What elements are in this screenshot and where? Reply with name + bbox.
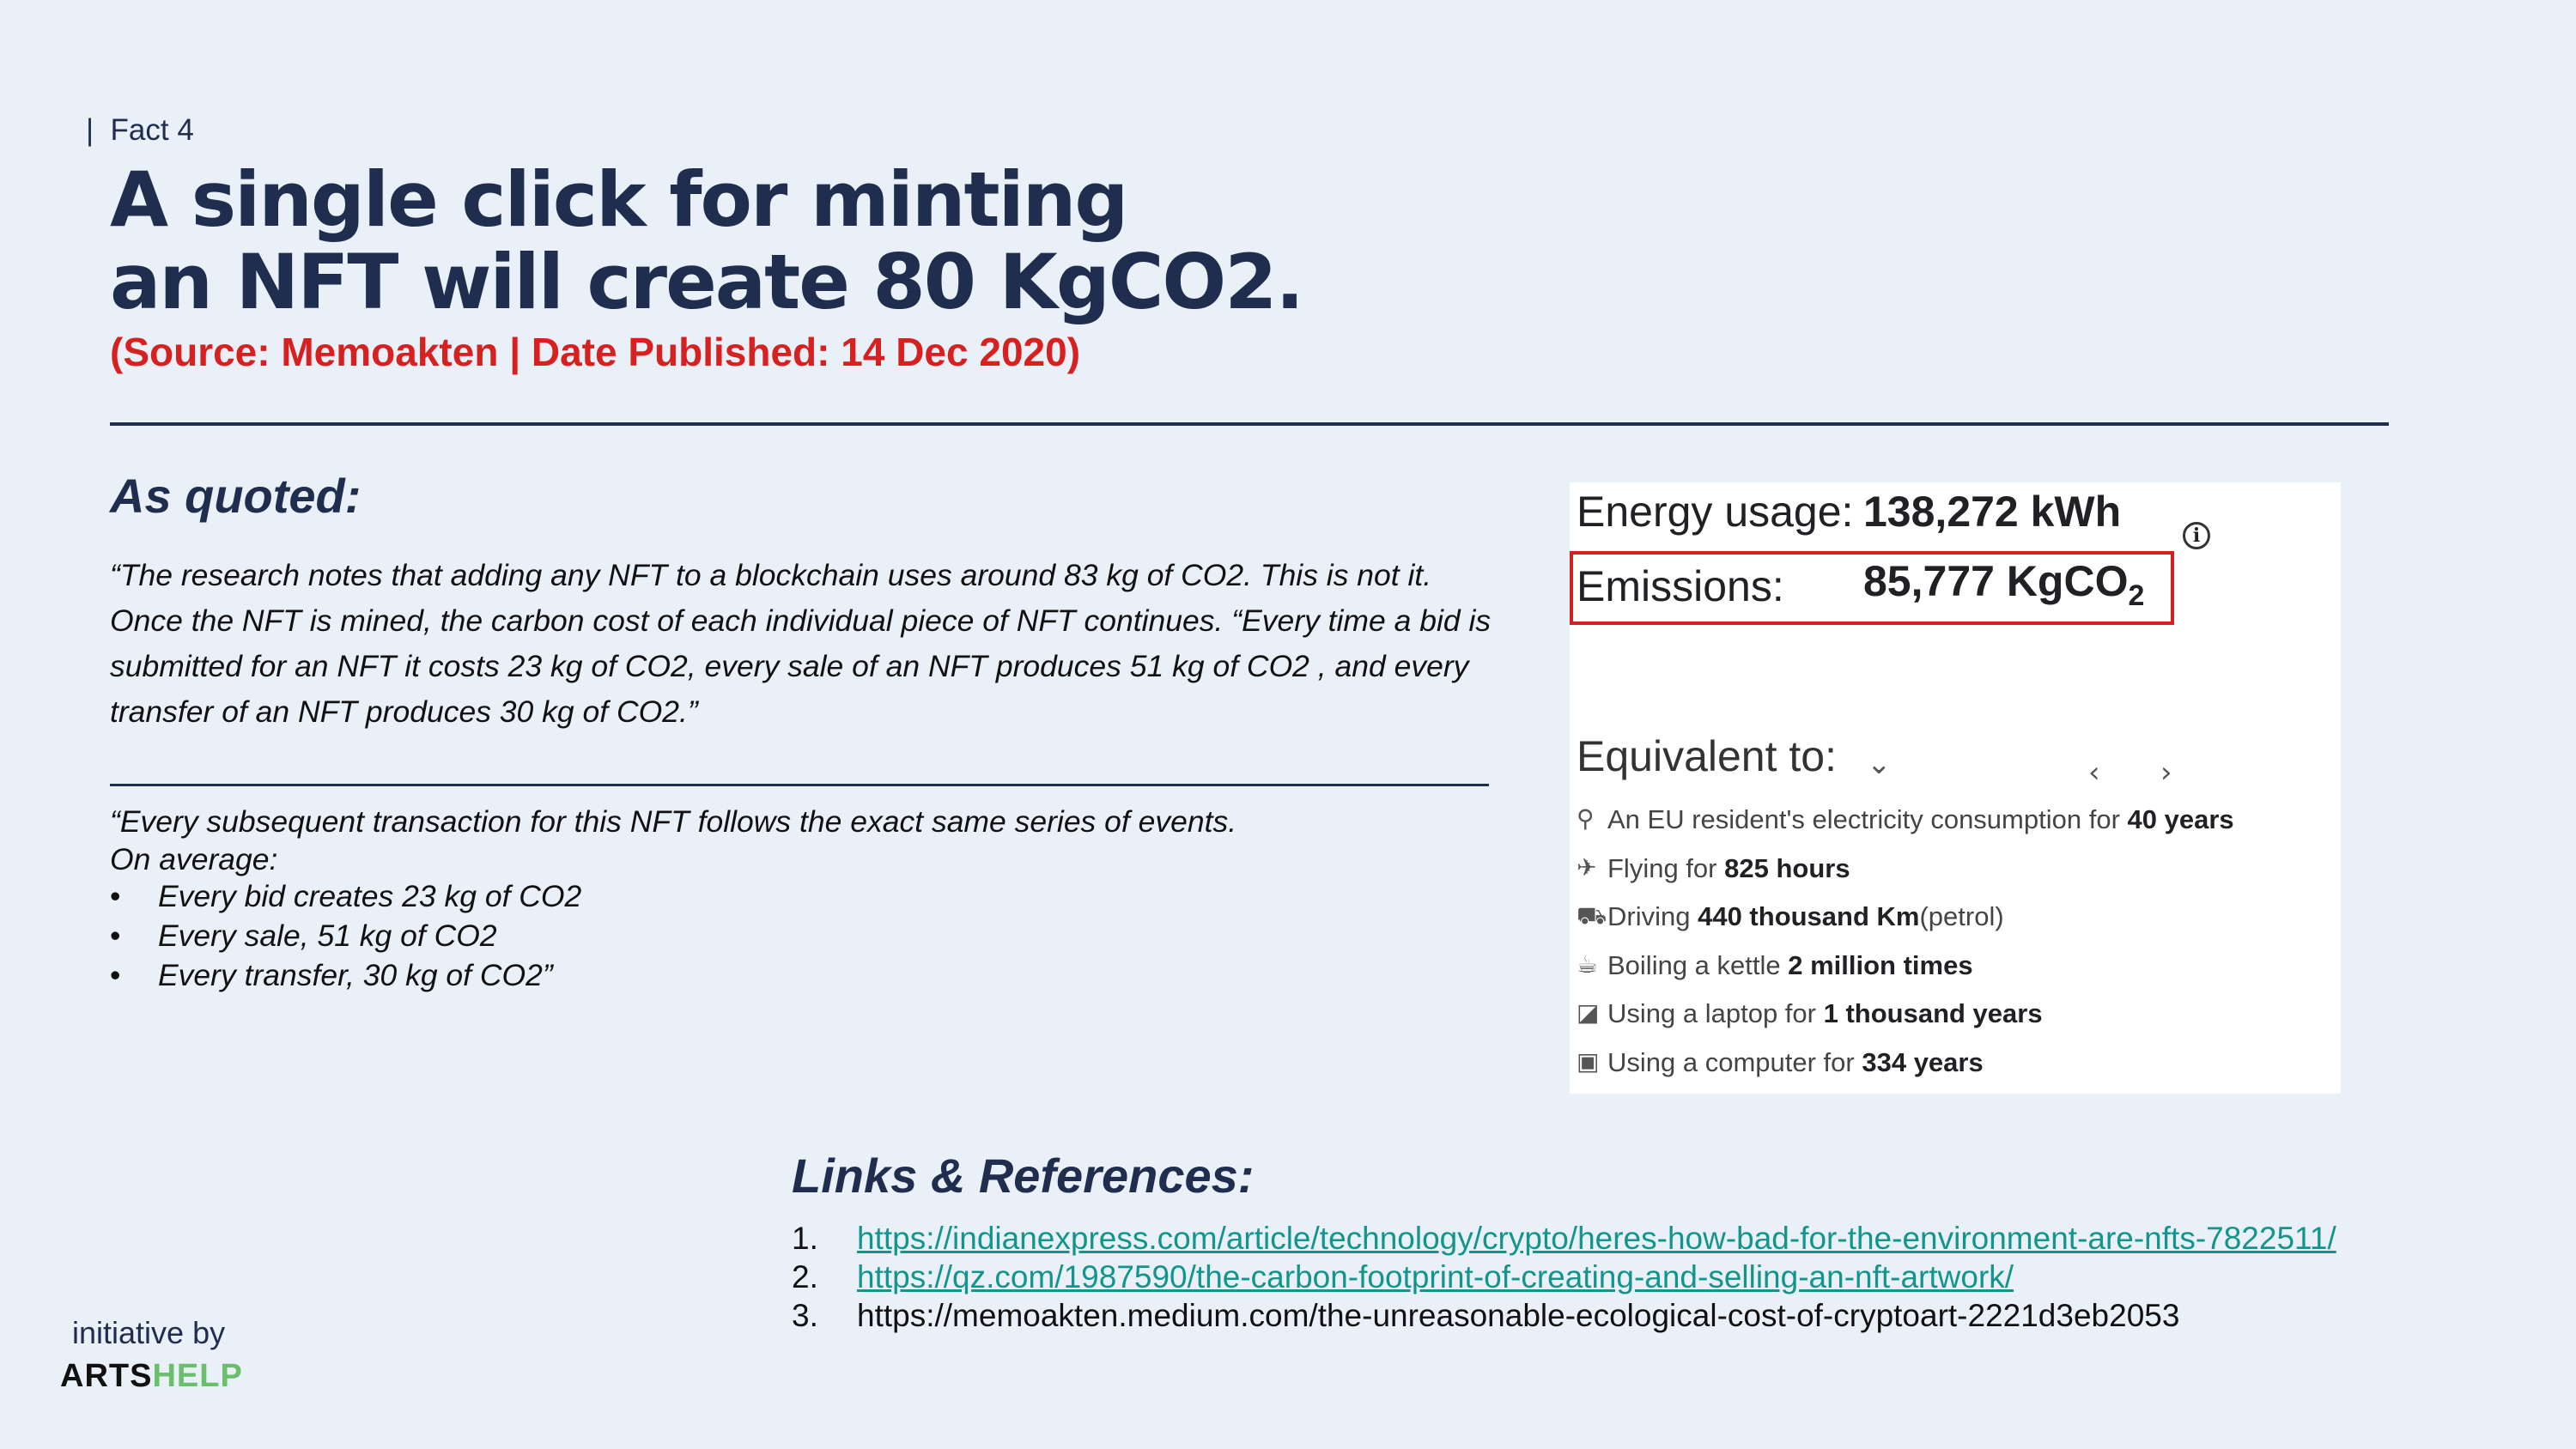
reference-link-2[interactable]: https://qz.com/1987590/the-carbon-footprint-of-creating-and-selling-an-nft-artwork/ xyxy=(857,1259,2014,1294)
list-item: 2. https://qz.com/1987590/the-carbon-footprint-of-creating-and-selling-an-nft-artwork/ xyxy=(792,1259,2014,1294)
list-item: • Every bid creates 23 kg of CO2 xyxy=(110,876,581,916)
emissions-value: 85,777 KgCO$_2$ xyxy=(1863,557,2145,612)
list-item: 1. https://indianexpress.com/article/technology/crypto/heres-how-bad-for-the-environment-are-nfts-7822511/ xyxy=(792,1221,2336,1256)
carbon-calculator-panel xyxy=(1570,482,2341,1094)
fact-label: | Fact 4 xyxy=(86,113,194,147)
list-item: ⛟ Driving 440 thousand Km (petrol) xyxy=(1577,901,2004,931)
quote-paragraph-2 xyxy=(110,803,1236,878)
list-item: ▣ Using a computer for 334 years xyxy=(1577,1046,1984,1077)
energy-usage-row xyxy=(1577,487,2122,537)
kettle-icon: ☕ xyxy=(1577,949,1599,979)
laptop-icon: ◪ xyxy=(1577,998,1600,1027)
energy-value: 138,272 kWh xyxy=(1863,488,2122,536)
emissions-subscript: 2 xyxy=(2128,579,2145,612)
info-icon[interactable]: i xyxy=(2183,522,2210,549)
car-icon: ⛟ xyxy=(1577,901,1607,930)
reference-text-3: https://memoakten.medium.com/the-unreasonable-ecological-cost-of-cryptoart-2221d3eb2053 xyxy=(857,1298,2180,1333)
chevron-right-icon[interactable]: › xyxy=(2160,755,2172,790)
equivalent-to-label: Equivalent to: xyxy=(1577,732,1837,780)
links-heading: Links & References: xyxy=(792,1149,1255,1203)
page-title xyxy=(110,155,1303,326)
quote2-line-2: On average: xyxy=(110,842,278,876)
list-item: 3. https://memoakten.medium.com/the-unreasonable-ecological-cost-of-cryptoart-2221d3eb2053 xyxy=(792,1298,2180,1333)
artshelp-logo: ARTSHELP xyxy=(60,1358,243,1394)
computer-icon: ▣ xyxy=(1577,1046,1600,1076)
quote2-line-1: “Every subsequent transaction for this NFT follows the exact same series of events. xyxy=(110,804,1237,839)
list-item: • Every sale, 51 kg of CO2 xyxy=(110,916,581,955)
chevron-down-icon[interactable]: ⌄ xyxy=(1867,747,1892,781)
reference-link-1[interactable]: https://indianexpress.com/article/technology/crypto/heres-how-bad-for-the-environment-are-nfts-7822511/ xyxy=(857,1221,2336,1256)
references-list xyxy=(792,1219,2336,1335)
initiative-by-label: initiative by xyxy=(72,1315,226,1350)
list-item: ✈ Flying for 825 hours xyxy=(1577,852,1850,883)
equivalents-list xyxy=(1577,804,2234,1095)
person-icon: ⚲ xyxy=(1577,804,1595,833)
source-citation: (Source: Memoakten | Date Published: 14 Dec 2020) xyxy=(110,330,1081,374)
emissions-row xyxy=(1577,557,2145,612)
divider-quote xyxy=(110,784,1489,786)
list-item: ⚲ An EU resident's electricity consumption for 40 years xyxy=(1577,804,2234,834)
list-item: • Every transfer, 30 kg of CO2” xyxy=(110,955,581,995)
title-line-2: an NFT will create 80 KgCO2. xyxy=(110,238,1303,326)
list-item: ☕ Boiling a kettle 2 million times xyxy=(1577,949,1973,980)
title-line-1: A single click for minting xyxy=(110,155,1127,244)
quote-bullets xyxy=(110,876,581,995)
fact-bar: | xyxy=(86,113,111,147)
list-item: ◪ Using a laptop for 1 thousand years xyxy=(1577,998,2043,1028)
chevron-left-icon[interactable]: ‹ xyxy=(2088,755,2100,790)
quote-paragraph-1: “The research notes that adding any NFT to a blockchain uses around 83 kg of CO2. This is not it. Once the NFT is mined, the carbon cost of each individual piece of NFT continues. “Every time a bid is submitted for an NFT it costs 23 kg of CO2, every sale of an NFT produces 51 kg of CO2 , and every transfer of an NFT produces 30 kg of CO2.” xyxy=(110,558,1492,729)
emissions-label: Emissions: xyxy=(1577,562,1784,610)
plane-icon: ✈ xyxy=(1577,852,1597,882)
divider-top xyxy=(110,422,2389,426)
energy-label: Energy usage: xyxy=(1577,488,1854,536)
as-quoted-heading: As quoted: xyxy=(110,469,361,523)
